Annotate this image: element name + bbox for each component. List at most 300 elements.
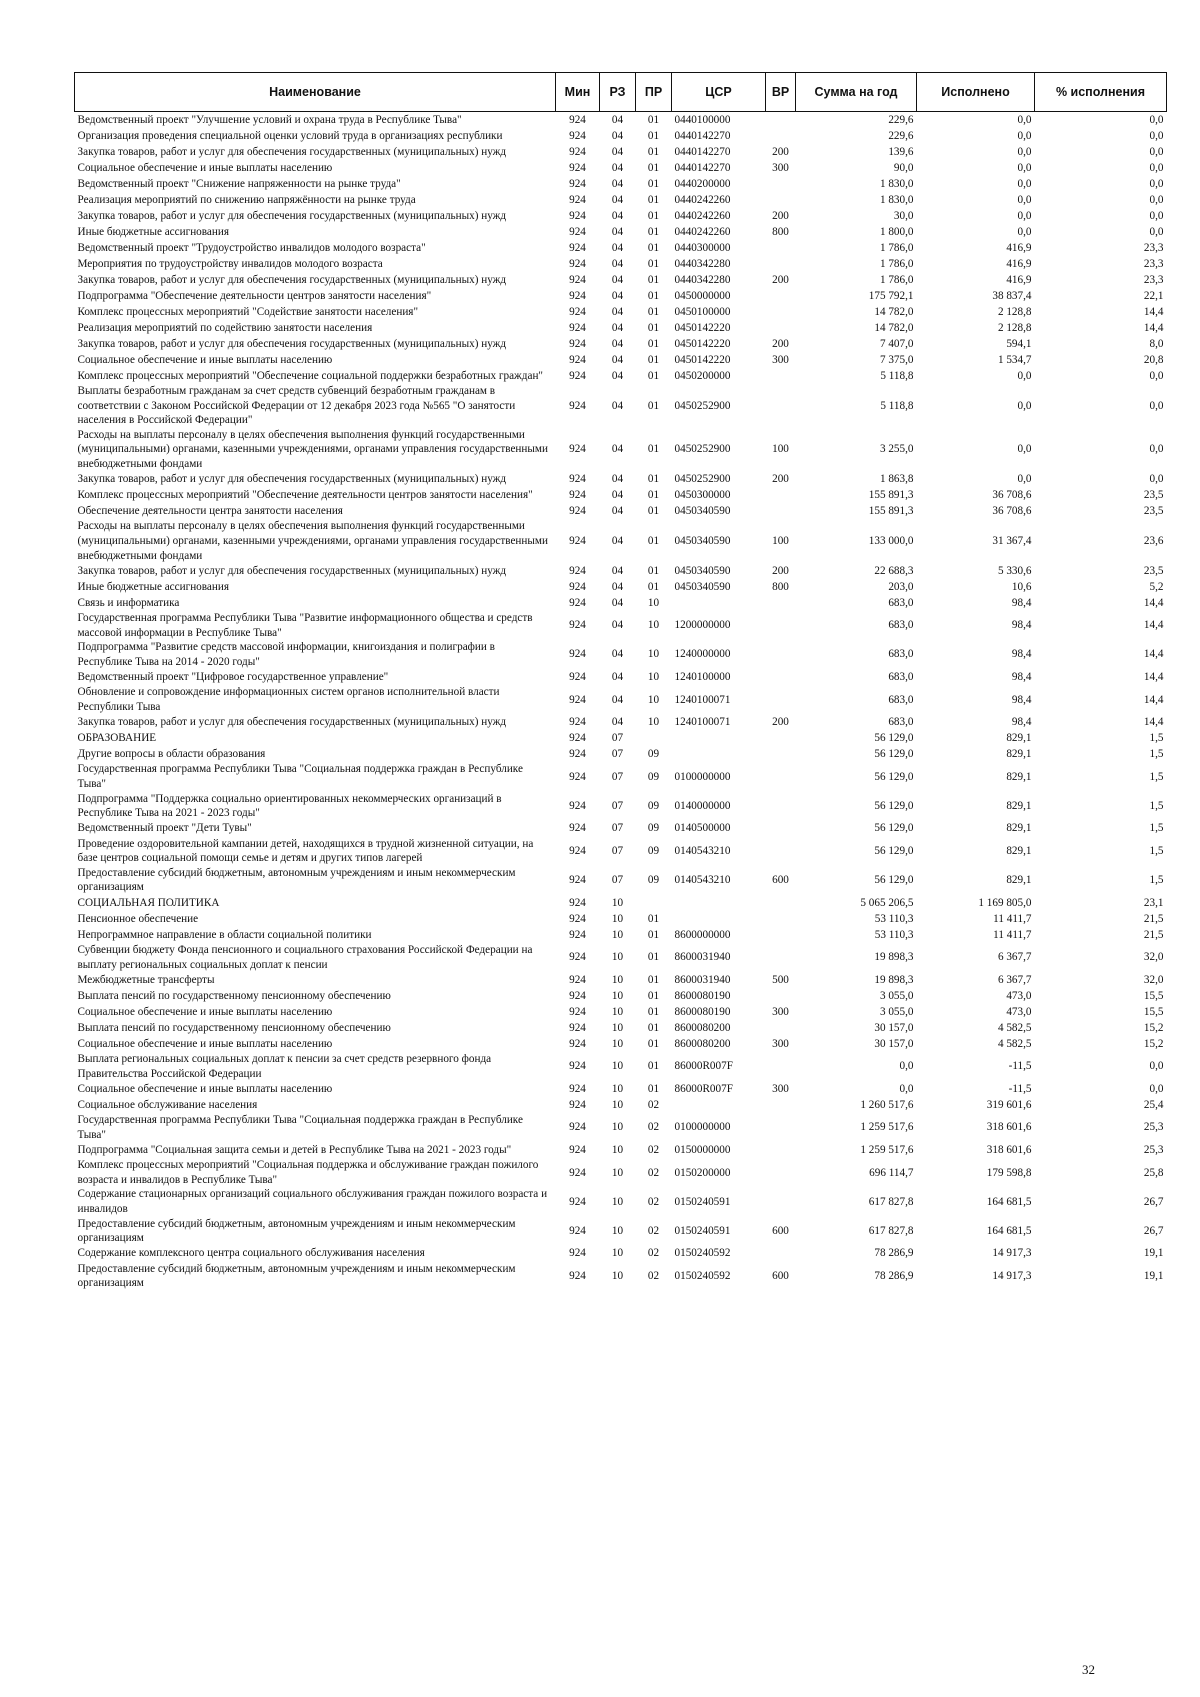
row-csr: 8600031940 bbox=[674, 973, 731, 986]
row-vr bbox=[766, 837, 796, 866]
row-vr bbox=[766, 1158, 796, 1187]
row-name: Государственная программа Республики Тыва "Социальная поддержка граждан в Республике Тыва" bbox=[77, 763, 523, 790]
row-percent: 8,0 bbox=[1149, 337, 1164, 350]
row-done: 0,0 bbox=[1017, 209, 1032, 222]
row-done: 416,9 bbox=[1006, 273, 1032, 286]
row-name: Непрограммное направление в области социальной политики bbox=[77, 928, 372, 941]
row-vr bbox=[766, 927, 796, 943]
row-name: Ведомственный проект "Улучшение условий и охрана труда в Республике Тыва" bbox=[77, 113, 462, 126]
row-min: 924 bbox=[569, 1005, 586, 1018]
row-rz: 07 bbox=[611, 748, 624, 761]
row-rz: 04 bbox=[611, 337, 624, 350]
row-name: Межбюджетные трансферты bbox=[77, 973, 215, 986]
table-row bbox=[75, 1004, 1167, 1020]
row-sum: 22 688,3 bbox=[874, 564, 914, 577]
table-row bbox=[75, 1158, 1167, 1187]
row-done: 416,9 bbox=[1006, 257, 1032, 270]
row-name: Субвенции бюджету Фонда пенсионного и социального страхования Российской Федерации на выплату региональных социальных доплат к пенсии bbox=[77, 943, 533, 971]
table-row bbox=[75, 144, 1167, 160]
row-sum: 229,6 bbox=[888, 113, 914, 126]
row-name: Закупка товаров, работ и услуг для обеспечения государственных (муниципальных) нужд bbox=[77, 716, 507, 729]
page-number: 32 bbox=[1082, 1662, 1095, 1677]
row-done: 318 601,6 bbox=[986, 1144, 1032, 1157]
row-rz: 04 bbox=[611, 273, 624, 286]
row-csr bbox=[672, 595, 766, 611]
table-row bbox=[75, 895, 1167, 911]
row-vr bbox=[766, 746, 796, 762]
row-min: 924 bbox=[569, 1121, 586, 1134]
row-csr: 0440200000 bbox=[674, 177, 731, 190]
row-min: 924 bbox=[569, 129, 586, 142]
row-percent: 0,0 bbox=[1149, 369, 1164, 382]
row-pr: 10 bbox=[647, 716, 660, 729]
row-done: 98,4 bbox=[1011, 619, 1032, 632]
row-pr: 02 bbox=[647, 1144, 660, 1157]
row-percent: 0,0 bbox=[1149, 113, 1164, 126]
row-sum: 56 129,0 bbox=[874, 874, 914, 887]
row-name: Обновление и сопровождение информационных систем органов исполнительной власти Республики Тыва bbox=[77, 686, 500, 713]
row-sum: 683,0 bbox=[888, 671, 914, 684]
row-sum: 1 800,0 bbox=[879, 225, 914, 238]
row-percent: 14,4 bbox=[1143, 596, 1164, 609]
row-done: 829,1 bbox=[1006, 799, 1032, 812]
row-rz: 07 bbox=[611, 732, 624, 745]
row-done: -11,5 bbox=[1008, 1060, 1032, 1073]
row-done: 0,0 bbox=[1017, 113, 1032, 126]
row-min: 924 bbox=[569, 289, 586, 302]
row-sum: 133 000,0 bbox=[868, 534, 914, 547]
table-header-row bbox=[75, 73, 1167, 112]
row-vr bbox=[766, 1113, 796, 1142]
row-csr: 0450252900 bbox=[674, 473, 731, 486]
row-vr bbox=[766, 368, 796, 384]
row-pr: 01 bbox=[647, 113, 660, 126]
row-pr: 01 bbox=[647, 1082, 660, 1095]
row-pr: 01 bbox=[647, 225, 660, 238]
row-min: 924 bbox=[569, 770, 586, 783]
table-row bbox=[75, 579, 1167, 595]
row-done: 10,6 bbox=[1011, 580, 1032, 593]
row-done: 829,1 bbox=[1006, 770, 1032, 783]
row-vr bbox=[766, 192, 796, 208]
row-percent: 14,4 bbox=[1143, 671, 1164, 684]
row-pr: 09 bbox=[647, 799, 660, 812]
table-row bbox=[75, 685, 1167, 714]
row-rz: 04 bbox=[611, 489, 624, 502]
row-vr bbox=[766, 240, 796, 256]
row-done: 0,0 bbox=[1017, 473, 1032, 486]
row-vr: 300 bbox=[772, 353, 789, 366]
row-csr bbox=[672, 746, 766, 762]
row-rz: 10 bbox=[611, 1037, 624, 1050]
row-min: 924 bbox=[569, 844, 586, 857]
row-csr: 0450200000 bbox=[674, 369, 731, 382]
row-csr: 0440242260 bbox=[674, 225, 731, 238]
row-percent: 23,3 bbox=[1143, 257, 1164, 270]
table-row bbox=[75, 911, 1167, 927]
row-min: 924 bbox=[569, 973, 586, 986]
row-percent: 1,5 bbox=[1149, 748, 1164, 761]
row-sum: 56 129,0 bbox=[874, 748, 914, 761]
table-row bbox=[75, 640, 1167, 669]
row-name: Реализация мероприятий по снижению напряжённости на рынке труда bbox=[77, 193, 416, 206]
row-csr: 1240000000 bbox=[674, 648, 731, 661]
row-sum: 78 286,9 bbox=[874, 1269, 914, 1282]
row-pr: 01 bbox=[647, 273, 660, 286]
row-csr: 0440100000 bbox=[674, 113, 731, 126]
row-sum: 30 157,0 bbox=[874, 1037, 914, 1050]
row-csr: 0450252900 bbox=[674, 443, 731, 456]
row-csr: 1200000000 bbox=[674, 619, 731, 632]
table-row bbox=[75, 730, 1167, 746]
row-name: ОБРАЗОВАНИЕ bbox=[77, 732, 157, 745]
row-percent: 26,7 bbox=[1143, 1224, 1164, 1237]
row-rz: 04 bbox=[611, 564, 624, 577]
row-csr: 0450340590 bbox=[674, 505, 731, 518]
row-pr: 01 bbox=[647, 353, 660, 366]
row-csr: 0440342280 bbox=[674, 273, 731, 286]
row-pr bbox=[636, 730, 672, 746]
row-rz: 04 bbox=[611, 241, 624, 254]
row-vr: 200 bbox=[772, 564, 789, 577]
row-min: 924 bbox=[569, 1269, 586, 1282]
row-done: 98,4 bbox=[1011, 596, 1032, 609]
row-vr bbox=[766, 487, 796, 503]
row-name: Ведомственный проект "Снижение напряженности на рынке труда" bbox=[77, 177, 401, 190]
row-csr: 0440242260 bbox=[674, 193, 731, 206]
row-done: 1 169 805,0 bbox=[978, 896, 1032, 909]
row-csr bbox=[672, 911, 766, 927]
row-percent: 1,5 bbox=[1149, 770, 1164, 783]
row-pr: 01 bbox=[647, 177, 660, 190]
row-pr: 01 bbox=[647, 505, 660, 518]
row-min: 924 bbox=[569, 1224, 586, 1237]
row-sum: 617 827,8 bbox=[868, 1224, 914, 1237]
row-min: 924 bbox=[569, 305, 586, 318]
row-csr: 0440300000 bbox=[674, 241, 731, 254]
row-percent: 1,5 bbox=[1149, 799, 1164, 812]
header-done: Исполнено bbox=[917, 73, 1035, 112]
row-done: 31 367,4 bbox=[992, 534, 1032, 547]
row-pr: 01 bbox=[647, 193, 660, 206]
row-min: 924 bbox=[569, 399, 586, 412]
row-vr: 300 bbox=[772, 1005, 789, 1018]
row-sum: 1 786,0 bbox=[879, 257, 914, 270]
row-csr: 8600000000 bbox=[674, 928, 731, 941]
row-percent: 1,5 bbox=[1149, 874, 1164, 887]
row-pr: 10 bbox=[647, 619, 660, 632]
row-min: 924 bbox=[569, 1082, 586, 1095]
row-vr: 200 bbox=[772, 145, 789, 158]
row-sum: 30,0 bbox=[893, 209, 914, 222]
row-pr: 02 bbox=[647, 1166, 660, 1179]
row-rz: 04 bbox=[611, 693, 624, 706]
table-row bbox=[75, 1262, 1167, 1291]
row-min: 924 bbox=[569, 822, 586, 835]
row-min: 924 bbox=[569, 321, 586, 334]
row-rz: 10 bbox=[611, 973, 624, 986]
row-rz: 04 bbox=[611, 443, 624, 456]
row-name: Социальное обеспечение и иные выплаты населению bbox=[77, 1005, 333, 1018]
row-name: Закупка товаров, работ и услуг для обеспечения государственных (муниципальных) нужд bbox=[77, 209, 507, 222]
row-name: Организация проведения специальной оценки условий труда в организациях республики bbox=[77, 129, 503, 142]
row-rz: 04 bbox=[611, 369, 624, 382]
row-done: 0,0 bbox=[1017, 161, 1032, 174]
row-percent: 21,5 bbox=[1143, 928, 1164, 941]
table-row bbox=[75, 192, 1167, 208]
row-csr: 0450142220 bbox=[674, 321, 731, 334]
row-rz: 10 bbox=[611, 1224, 624, 1237]
row-min: 924 bbox=[569, 912, 586, 925]
row-done: 98,4 bbox=[1011, 648, 1032, 661]
row-done: 36 708,6 bbox=[992, 505, 1032, 518]
row-rz: 04 bbox=[611, 505, 624, 518]
row-done: 36 708,6 bbox=[992, 489, 1032, 502]
row-vr bbox=[766, 256, 796, 272]
row-pr: 09 bbox=[647, 748, 660, 761]
row-done: 14 917,3 bbox=[992, 1247, 1032, 1260]
row-min: 924 bbox=[569, 1144, 586, 1157]
row-name: Реализация мероприятий по содействию занятости населения bbox=[77, 321, 373, 334]
row-rz: 04 bbox=[611, 473, 624, 486]
row-percent: 14,4 bbox=[1143, 305, 1164, 318]
row-percent: 21,5 bbox=[1143, 912, 1164, 925]
row-percent: 0,0 bbox=[1149, 177, 1164, 190]
row-pr: 01 bbox=[647, 241, 660, 254]
row-min: 924 bbox=[569, 928, 586, 941]
row-done: 179 598,8 bbox=[986, 1166, 1032, 1179]
row-csr: 0450340590 bbox=[674, 564, 731, 577]
row-vr: 300 bbox=[772, 1082, 789, 1095]
row-name: Комплекс процессных мероприятий "Обеспечение деятельности центров занятости населения" bbox=[77, 489, 533, 502]
row-percent: 25,4 bbox=[1143, 1098, 1164, 1111]
row-name: Иные бюджетные ассигнования bbox=[77, 225, 229, 238]
row-rz: 04 bbox=[611, 596, 624, 609]
table-row bbox=[75, 471, 1167, 487]
row-done: 5 330,6 bbox=[997, 564, 1032, 577]
row-pr: 01 bbox=[647, 161, 660, 174]
row-percent: 0,0 bbox=[1149, 129, 1164, 142]
row-vr bbox=[766, 611, 796, 640]
row-min: 924 bbox=[569, 874, 586, 887]
row-min: 924 bbox=[569, 648, 586, 661]
row-min: 924 bbox=[569, 1060, 586, 1073]
row-percent: 25,8 bbox=[1143, 1166, 1164, 1179]
row-vr: 600 bbox=[772, 1224, 789, 1237]
row-vr bbox=[766, 112, 796, 129]
row-name: Закупка товаров, работ и услуг для обеспечения государственных (муниципальных) нужд bbox=[77, 273, 507, 286]
row-min: 924 bbox=[569, 257, 586, 270]
row-min: 924 bbox=[569, 489, 586, 502]
row-sum: 0,0 bbox=[899, 1060, 914, 1073]
row-vr bbox=[766, 685, 796, 714]
row-pr: 01 bbox=[647, 928, 660, 941]
row-name: Ведомственный проект "Цифровое государственное управление" bbox=[77, 671, 389, 684]
table-row bbox=[75, 240, 1167, 256]
row-csr bbox=[672, 730, 766, 746]
row-name: Закупка товаров, работ и услуг для обеспечения государственных (муниципальных) нужд bbox=[77, 473, 507, 486]
row-done: 318 601,6 bbox=[986, 1121, 1032, 1134]
row-done: 416,9 bbox=[1006, 241, 1032, 254]
row-name: Предоставление субсидий бюджетным, автономным учреждениям и иным некоммерческим организациям bbox=[77, 1262, 516, 1290]
table-row bbox=[75, 792, 1167, 821]
row-csr: 0140000000 bbox=[674, 799, 731, 812]
row-rz: 10 bbox=[611, 1247, 624, 1260]
row-done: 164 681,5 bbox=[986, 1224, 1032, 1237]
row-rz: 10 bbox=[611, 989, 624, 1002]
row-done: 0,0 bbox=[1017, 129, 1032, 142]
row-percent: 0,0 bbox=[1149, 1060, 1164, 1073]
row-done: 4 582,5 bbox=[997, 1021, 1032, 1034]
row-rz: 04 bbox=[611, 671, 624, 684]
row-rz: 04 bbox=[611, 619, 624, 632]
row-percent: 0,0 bbox=[1149, 145, 1164, 158]
row-sum: 56 129,0 bbox=[874, 844, 914, 857]
row-sum: 30 157,0 bbox=[874, 1021, 914, 1034]
row-rz: 04 bbox=[611, 289, 624, 302]
row-rz: 10 bbox=[611, 1098, 624, 1111]
table-row bbox=[75, 112, 1167, 129]
row-sum: 155 891,3 bbox=[868, 505, 914, 518]
row-min: 924 bbox=[569, 564, 586, 577]
row-rz: 10 bbox=[611, 896, 624, 909]
row-vr bbox=[766, 1187, 796, 1216]
row-done: 2 128,8 bbox=[997, 321, 1032, 334]
row-vr: 200 bbox=[772, 273, 789, 286]
row-name: Подпрограмма "Поддержка социально ориентированных некоммерческих организаций в Республике Тыва на 2021 - 2023 годы" bbox=[77, 792, 502, 820]
row-min: 924 bbox=[569, 534, 586, 547]
header-csr: ЦСР bbox=[672, 73, 766, 112]
row-sum: 7 375,0 bbox=[879, 353, 914, 366]
table-row bbox=[75, 208, 1167, 224]
row-csr: 0150240592 bbox=[674, 1269, 731, 1282]
row-rz: 10 bbox=[611, 1005, 624, 1018]
table-row bbox=[75, 1097, 1167, 1113]
row-percent: 23,3 bbox=[1143, 241, 1164, 254]
row-name: Предоставление субсидий бюджетным, автономным учреждениям и иным некоммерческим организациям bbox=[77, 866, 516, 894]
row-percent: 0,0 bbox=[1149, 473, 1164, 486]
row-pr: 10 bbox=[647, 693, 660, 706]
row-done: 0,0 bbox=[1017, 145, 1032, 158]
row-min: 924 bbox=[569, 241, 586, 254]
row-sum: 683,0 bbox=[888, 596, 914, 609]
row-csr: 0440342280 bbox=[674, 257, 731, 270]
row-csr: 1240100071 bbox=[674, 693, 731, 706]
row-vr bbox=[766, 792, 796, 821]
row-csr: 86000R007F bbox=[674, 1060, 733, 1073]
row-name: Подпрограмма "Социальная защита семьи и детей в Республике Тыва на 2021 - 2023 годы" bbox=[77, 1144, 512, 1157]
row-csr: 0140543210 bbox=[674, 844, 731, 857]
header-vr: ВР bbox=[766, 73, 796, 112]
row-sum: 3 055,0 bbox=[879, 1005, 914, 1018]
row-done: 319 601,6 bbox=[986, 1098, 1032, 1111]
row-rz: 07 bbox=[611, 799, 624, 812]
row-done: 829,1 bbox=[1006, 822, 1032, 835]
row-percent: 19,1 bbox=[1143, 1269, 1164, 1282]
row-name: Пенсионное обеспечение bbox=[77, 912, 199, 925]
row-vr bbox=[766, 288, 796, 304]
row-csr: 0150240591 bbox=[674, 1224, 731, 1237]
row-name: Ведомственный проект "Дети Тувы" bbox=[77, 822, 252, 835]
row-min: 924 bbox=[569, 161, 586, 174]
row-percent: 23,3 bbox=[1143, 273, 1164, 286]
row-sum: 683,0 bbox=[888, 693, 914, 706]
row-percent: 25,3 bbox=[1143, 1144, 1164, 1157]
budget-execution-table bbox=[74, 72, 1167, 1291]
row-csr: 0100000000 bbox=[674, 1121, 731, 1134]
row-percent: 23,5 bbox=[1143, 505, 1164, 518]
row-pr: 10 bbox=[647, 648, 660, 661]
row-percent: 32,0 bbox=[1143, 973, 1164, 986]
table-row bbox=[75, 669, 1167, 685]
row-done: 0,0 bbox=[1017, 369, 1032, 382]
row-pr: 02 bbox=[647, 1247, 660, 1260]
row-percent: 23,6 bbox=[1143, 534, 1164, 547]
row-csr: 0450252900 bbox=[674, 399, 731, 412]
row-csr: 8600080200 bbox=[674, 1037, 731, 1050]
row-name: Выплата региональных социальных доплат к пенсии за счет средств резервного фонда Правительства Российской Федерации bbox=[77, 1053, 492, 1080]
header-min: Мин bbox=[556, 73, 600, 112]
row-name: Комплекс процессных мероприятий "Социальная поддержка и обслуживание граждан пожилого возраста и инвалидов в Республике Тыва" bbox=[77, 1159, 539, 1186]
row-vr bbox=[766, 669, 796, 685]
row-pr: 09 bbox=[647, 874, 660, 887]
row-percent: 0,0 bbox=[1149, 399, 1164, 412]
row-name: Выплата пенсий по государственному пенсионному обеспечению bbox=[77, 989, 391, 1002]
row-rz: 04 bbox=[611, 209, 624, 222]
table-row bbox=[75, 487, 1167, 503]
row-csr: 8600080190 bbox=[674, 989, 731, 1002]
table-row bbox=[75, 128, 1167, 144]
table-row bbox=[75, 320, 1167, 336]
row-sum: 1 786,0 bbox=[879, 241, 914, 254]
row-pr: 01 bbox=[647, 580, 660, 593]
row-percent: 1,5 bbox=[1149, 844, 1164, 857]
row-rz: 10 bbox=[611, 912, 624, 925]
row-rz: 10 bbox=[611, 1060, 624, 1073]
row-csr: 1240100000 bbox=[674, 671, 731, 684]
table-row bbox=[75, 519, 1167, 563]
row-done: 14 917,3 bbox=[992, 1269, 1032, 1282]
row-name: Государственная программа Республики Тыва "Развитие информационного общества и средств массовой информации в Республике Тыва" bbox=[77, 612, 533, 639]
row-done: 0,0 bbox=[1017, 399, 1032, 412]
row-csr: 0150200000 bbox=[674, 1166, 731, 1179]
header-pr: ПР bbox=[636, 73, 672, 112]
row-name: Выплата пенсий по государственному пенсионному обеспечению bbox=[77, 1021, 391, 1034]
row-percent: 19,1 bbox=[1143, 1247, 1164, 1260]
row-min: 924 bbox=[569, 596, 586, 609]
row-done: 829,1 bbox=[1006, 844, 1032, 857]
row-pr: 09 bbox=[647, 770, 660, 783]
row-done: 473,0 bbox=[1006, 1005, 1032, 1018]
row-rz: 10 bbox=[611, 1144, 624, 1157]
row-csr: 0450340590 bbox=[674, 534, 731, 547]
row-rz: 04 bbox=[611, 305, 624, 318]
row-vr bbox=[766, 821, 796, 837]
row-min: 924 bbox=[569, 580, 586, 593]
row-pr: 09 bbox=[647, 844, 660, 857]
row-min: 924 bbox=[569, 748, 586, 761]
row-vr bbox=[766, 304, 796, 320]
row-pr: 02 bbox=[647, 1098, 660, 1111]
table-row bbox=[75, 1081, 1167, 1097]
row-rz: 04 bbox=[611, 145, 624, 158]
row-min: 924 bbox=[569, 1037, 586, 1050]
row-vr bbox=[766, 640, 796, 669]
row-rz: 04 bbox=[611, 193, 624, 206]
row-csr: 0150240592 bbox=[674, 1247, 731, 1260]
row-pr: 02 bbox=[647, 1269, 660, 1282]
row-sum: 7 407,0 bbox=[879, 337, 914, 350]
